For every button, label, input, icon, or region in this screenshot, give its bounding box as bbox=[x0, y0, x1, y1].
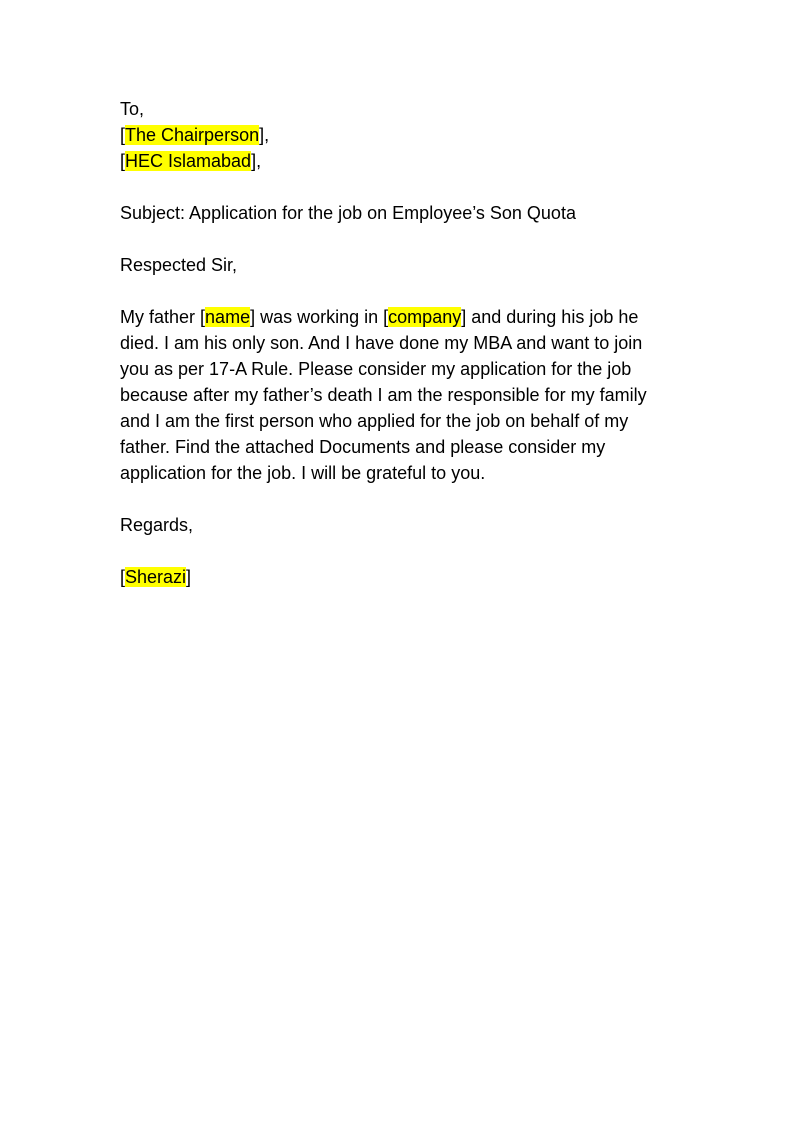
name-placeholder: name bbox=[205, 307, 251, 327]
spacer bbox=[120, 538, 680, 564]
to-label: To, bbox=[120, 99, 145, 119]
subject-line: Subject: Application for the job on Employee’s Son Quota bbox=[120, 203, 576, 223]
recipient-org-placeholder: HEC Islamabad bbox=[125, 151, 252, 171]
signature-placeholder: Sherazi bbox=[125, 567, 187, 587]
recipient-org-line: [HEC Islamabad], bbox=[120, 151, 262, 171]
closing-line: Regards, bbox=[120, 515, 194, 535]
spacer bbox=[120, 226, 680, 252]
signature-line: [Sherazi] bbox=[120, 567, 192, 587]
to-line bbox=[120, 96, 680, 122]
body-text-part1: My father bbox=[120, 307, 201, 327]
greeting-line: Respected Sir, bbox=[120, 255, 238, 275]
company-placeholder: company bbox=[388, 307, 462, 327]
spacer bbox=[120, 278, 680, 304]
body-text-part2: was working in bbox=[255, 307, 384, 327]
spacer bbox=[120, 486, 680, 512]
recipient-name-line: [The Chairperson], bbox=[120, 125, 270, 145]
letter-body bbox=[120, 96, 680, 590]
body-text-part3: and during his job he died. I am his only son. And I have done my MBA and want to join you as per 17-A Rule. Please consider my application for the job because after my father’s death I am the responsible for my family and I am the first person who applied for the job on behalf of my father. Find the attached Documents and please consider my application for the job. I will be grateful to you. bbox=[120, 307, 647, 483]
spacer bbox=[120, 174, 680, 200]
recipient-name-placeholder: The Chairperson bbox=[125, 125, 260, 145]
body-paragraph: My father [name] was working in [company] and during his job he died. I am his only son. And I have done my MBA and want to join you as per 17-A Rule. Please consider my application for the job because after my father’s death I am the responsible for my family and I am the first person who applied for the job on behalf of my father. Find the attached Documents and please consider my application for the job. I will be grateful to you. bbox=[120, 307, 647, 483]
